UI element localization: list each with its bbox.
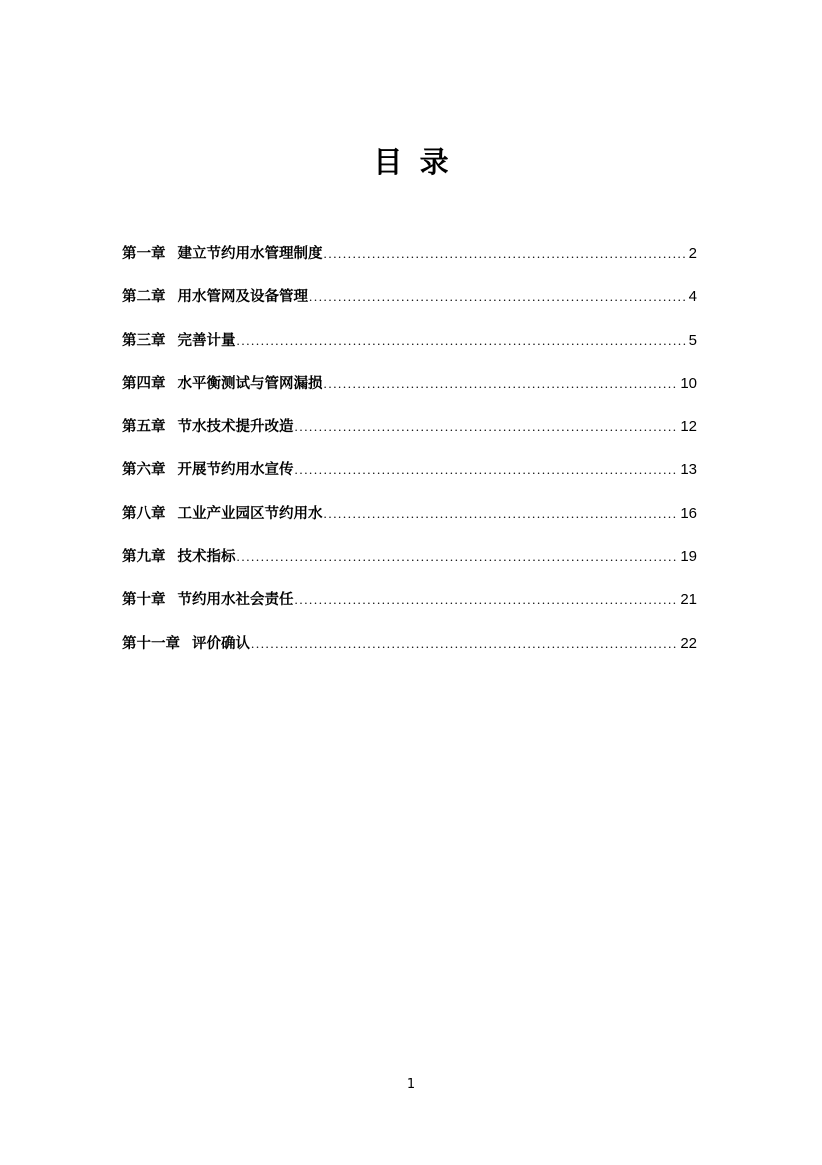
toc-title-label: 工业产业园区节约用水 <box>177 505 323 522</box>
footer-page-number: 1 <box>406 1077 416 1092</box>
toc-title-label: 技术指标 <box>177 549 236 566</box>
page-footer <box>0 1077 822 1092</box>
toc-page-number: 12 <box>680 418 697 436</box>
toc-chapter-label: 第九章 <box>122 549 166 566</box>
toc-chapter-label: 第十一章 <box>122 635 180 652</box>
toc-chapter-label: 第三章 <box>122 332 166 349</box>
dot-leader <box>237 549 678 565</box>
toc-page-number: 4 <box>688 288 697 306</box>
toc-entry[interactable] <box>122 490 697 533</box>
toc-page-number: 22 <box>680 634 697 652</box>
toc-chapter-label: 第十章 <box>122 592 166 609</box>
toc-entry[interactable] <box>122 620 697 663</box>
toc-chapter-label: 第八章 <box>122 505 166 522</box>
toc-entry[interactable] <box>122 317 697 360</box>
page-title: 目 录 <box>373 147 454 179</box>
toc-title-label: 建立节约用水管理制度 <box>177 246 323 262</box>
toc-page-number: 21 <box>680 591 697 609</box>
toc-entry[interactable] <box>122 230 697 273</box>
toc-page-number: 16 <box>680 504 697 522</box>
toc-chapter-label: 第二章 <box>122 289 166 306</box>
toc-entry[interactable] <box>122 446 697 489</box>
dot-leader <box>295 419 678 435</box>
toc-title-label: 节水技术提升改造 <box>177 419 294 436</box>
toc-page-number: 5 <box>688 331 697 349</box>
toc-page-number: 13 <box>680 461 697 479</box>
dot-leader <box>251 636 677 652</box>
toc-chapter-label: 第五章 <box>122 419 166 436</box>
toc-page-number: 2 <box>688 245 697 262</box>
toc-entry[interactable] <box>122 403 697 446</box>
dot-leader <box>324 506 678 522</box>
toc-title-label: 节约用水社会责任 <box>177 592 294 609</box>
dot-leader <box>295 592 678 608</box>
dot-leader <box>324 246 686 262</box>
toc-page-number: 19 <box>680 548 697 566</box>
toc-title-label: 用水管网及设备管理 <box>177 289 308 306</box>
toc-entry[interactable] <box>122 360 697 403</box>
toc-title-label: 水平衡测试与管网漏损 <box>177 375 323 392</box>
dot-leader <box>324 376 678 392</box>
toc-entry[interactable] <box>122 533 697 576</box>
toc-title-label: 完善计量 <box>177 332 236 349</box>
toc-chapter-label: 第一章 <box>122 246 166 262</box>
toc-chapter-label: 第四章 <box>122 375 166 392</box>
dot-leader <box>295 462 678 478</box>
toc-chapter-label: 第六章 <box>122 462 166 479</box>
dot-leader <box>237 333 686 349</box>
toc-list <box>122 230 697 663</box>
dot-leader <box>309 289 686 305</box>
toc-entry[interactable] <box>122 576 697 619</box>
toc-page-number: 10 <box>680 374 697 392</box>
toc-title-label: 开展节约用水宣传 <box>177 462 294 479</box>
toc-title-label: 评价确认 <box>192 635 250 652</box>
toc-entry[interactable] <box>122 273 697 316</box>
